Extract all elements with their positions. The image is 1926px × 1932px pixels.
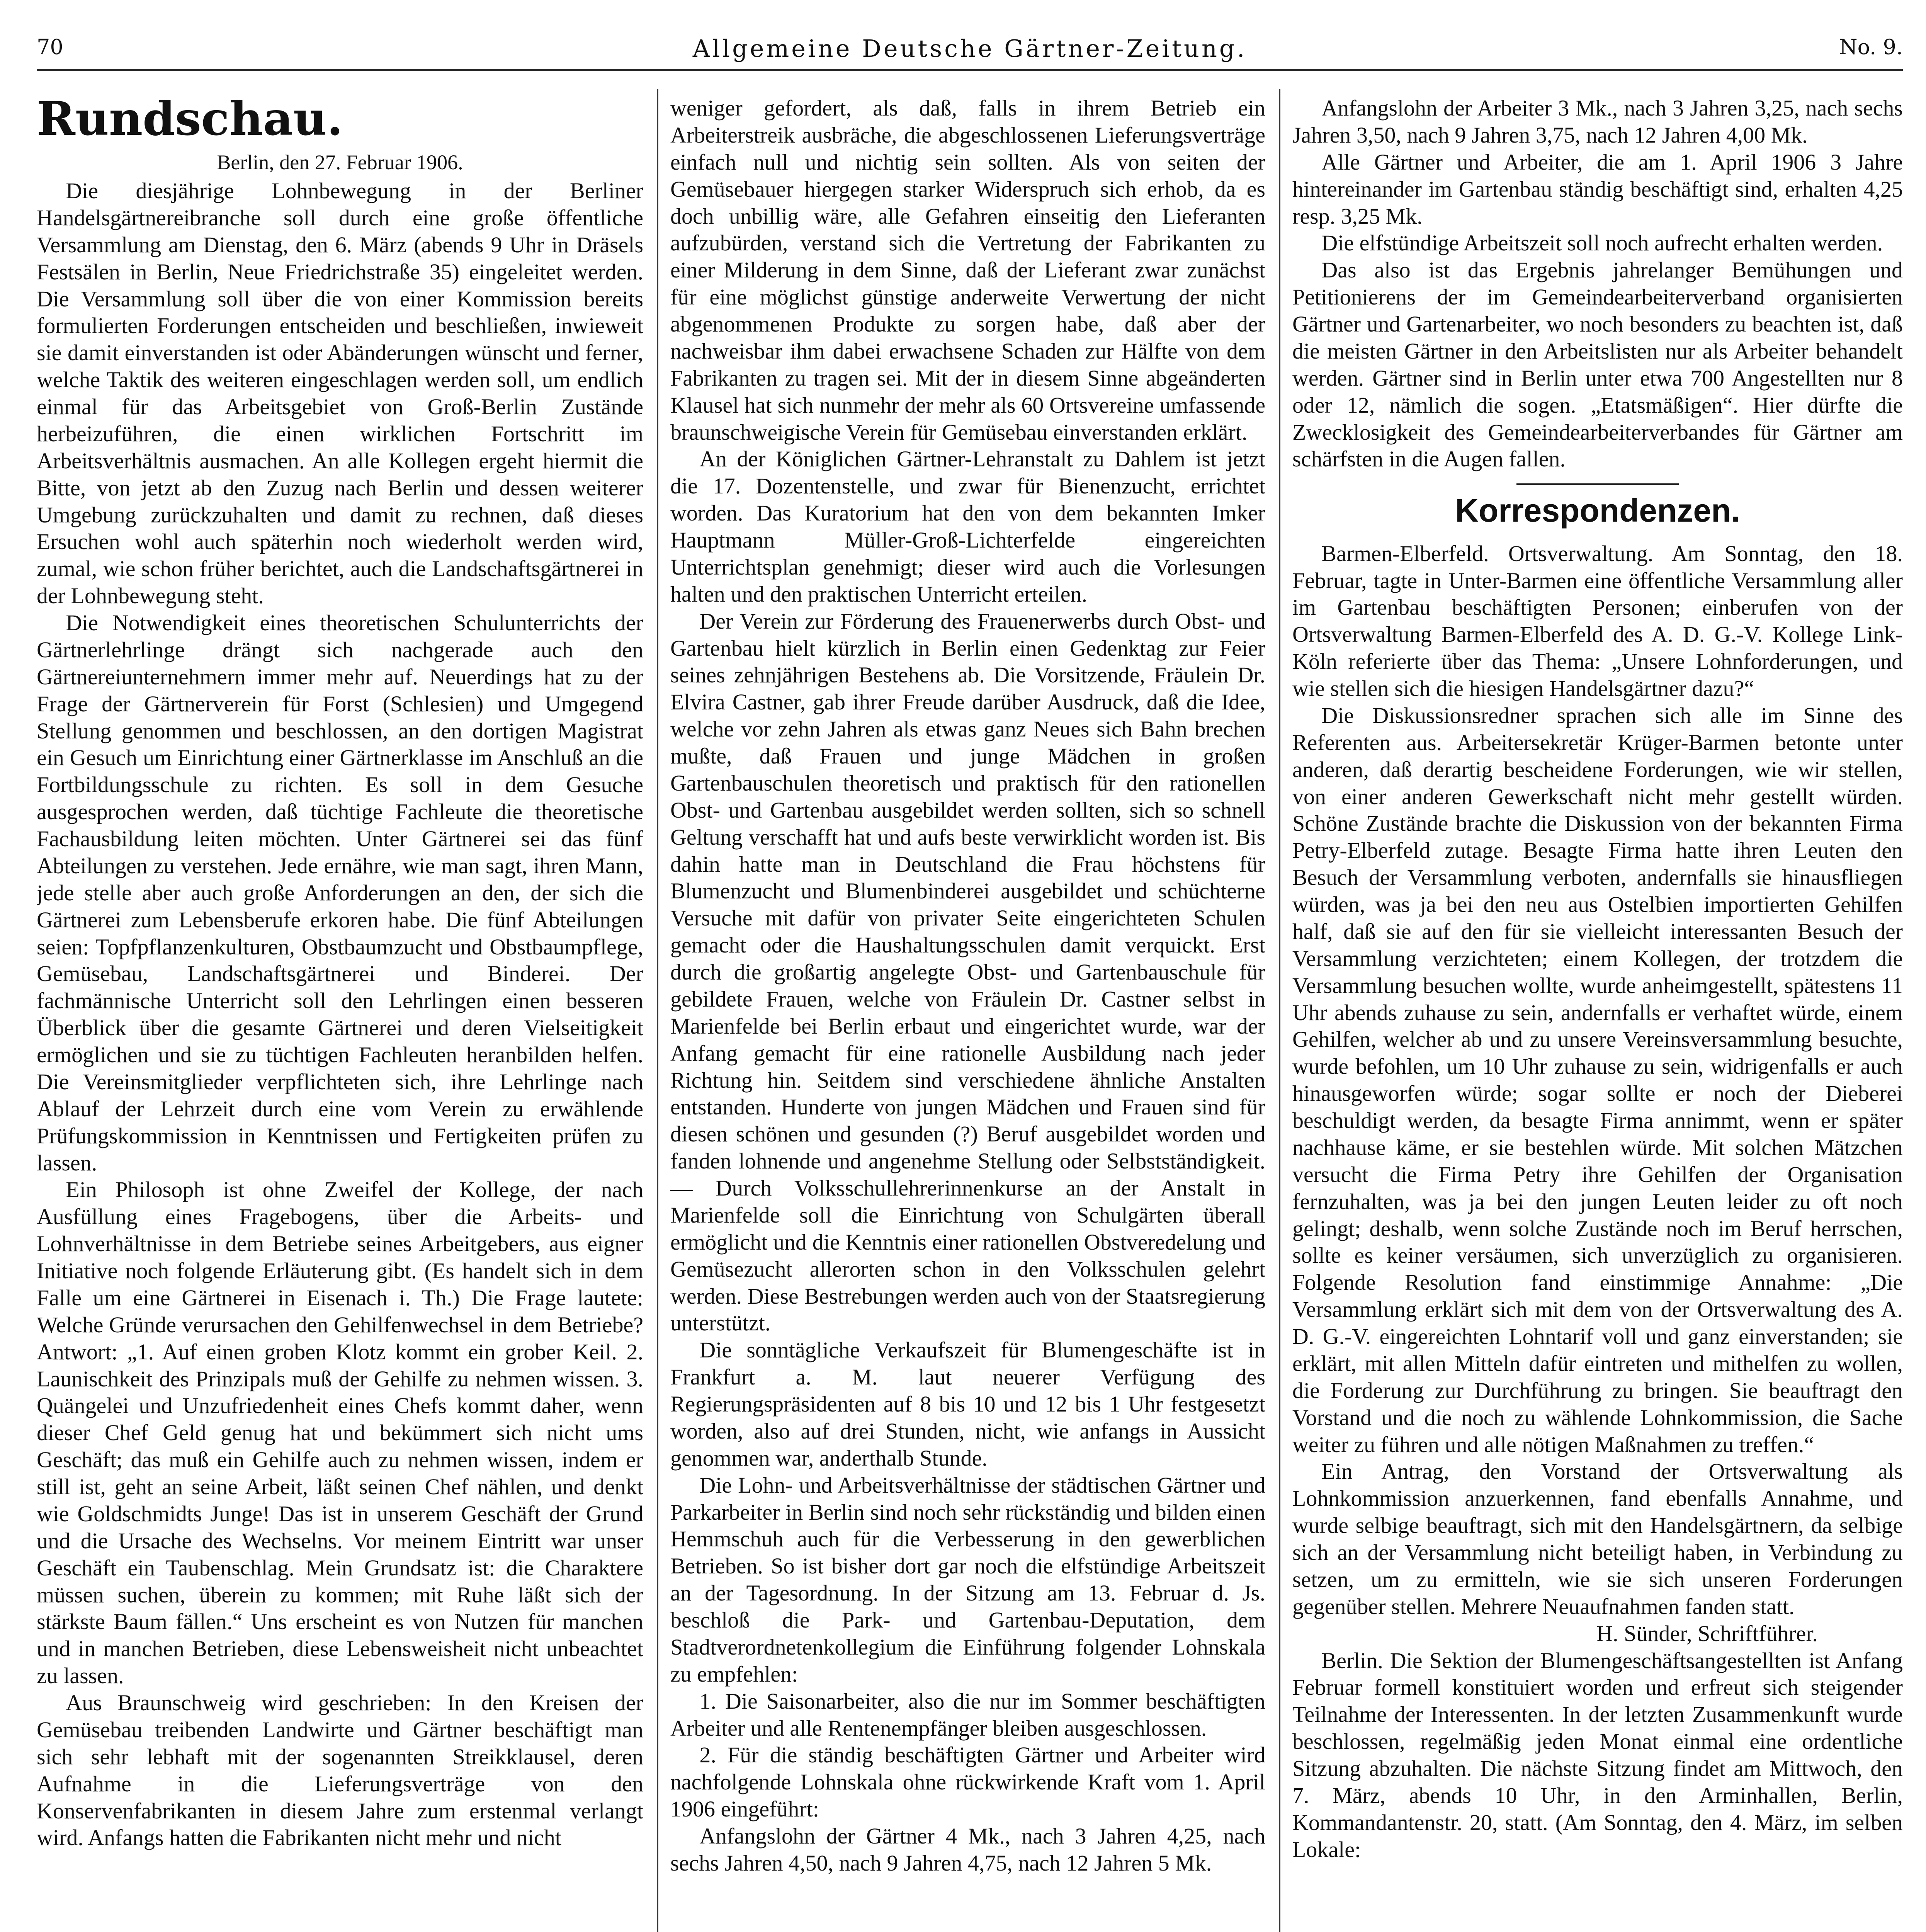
- newspaper-title: Allgemeine Deutsche Gärtner-Zeitung.: [692, 34, 1247, 63]
- article-paragraph: An der Königlichen Gärtner-Lehranstalt zu Dahlem ist jetzt die 17. Dozentenstelle, und zwar für Bienenzucht, errichtet worden. Das Kuratorium hat den von dem bekannten Imker Hauptmann Müller-Groß-Lichterfelde eingereichten Unterrichtsplan genehmigt; dieser wird auch die Vorlesungen halten und den praktischen Unterricht erteilen.: [670, 446, 1265, 607]
- section-title-korrespondenzen: Korrespondenzen.: [1455, 492, 1740, 529]
- issue-number: No. 9.: [1839, 35, 1903, 59]
- list-item: 2. Für die ständig beschäftigten Gärtner und Arbeiter wird nachfolgende Lohnskala ohne rückwirkende Kraft vom 1. April 1906 eingeführt:: [670, 1742, 1265, 1822]
- article-paragraph: Der Verein zur Förderung des Frauenerwerbs durch Obst- und Gartenbau hielt kürzlich in Berlin einen Gedenktag zur Feier seines zehnjährigen Bestehens ab. Die Vorsitzende, Fräulein Dr. Elvira Castner, gab ihrer Freude darüber Ausdruck, daß die Idee, welche vor zehn Jahren als etwas ganz Neues sich Bahn brechen mußte, daß Frauen und junge Mädchen in großen Gartenbauschulen theoretisch und praktisch für den rationellen Obst- und Gartenbau ausgebildet werden sollten, sich so schnell Geltung verschafft hat und aufs beste verwirklicht worden ist. Bis dahin hatte man in Deutschland die Frau höchstens für Blumenzucht und Blumenbinderei ausgebildet und schüchterne Versuche mit dafür von privater Seite eingerichteten Schulen gemacht oder die Haushaltungsschulen damit verquickt. Erst durch die großartig angelegte Obst- und Gartenbauschule für gebildete Frauen, welche von Fräulein Dr. Castner selbst in Marienfelde bei Berlin erbaut und eingerichtet wurde, war der Anfang gemacht für eine rationelle Ausbildung nach jeder Richtung hin. Seitdem sind verschiedene ähnliche Anstalten entstanden. Hunderte von jungen Mädchen und Frauen sind für diesen schönen und gesunden (?) Beruf ausgebildet worden und fanden lohnende und angenehme Stellung oder Selbstständigkeit. — Durch Volksschullehrerinnenkurse an der Anstalt in Marienfelde soll die Einrichtung von Schulgärten überall ermöglicht und die Kenntnis einer rationellen Obstveredelung und Gemüsezucht allerorten schon in den Volksschulen gelehrt werden. Diese Bestrebungen werden auch von der Staatsregierung unterstützt.: [670, 608, 1265, 1336]
- wage-scale-item: Anfangslohn der Arbeiter 3 Mk., nach 3 Jahren 3,25, nach sechs Jahren 3,50, nach 9 Jahren 3,75, nach 12 Jahren 4,00 Mk.: [1292, 95, 1903, 148]
- header-rule: [37, 69, 1903, 71]
- article-paragraph: Die diesjährige Lohnbewegung in der Berliner Handelsgärtnereibranche soll durch eine große öffentliche Versammlung am Dienstag, den 6. März (abends 9 Uhr in Dräsels Festsälen in Berlin, Neue Friedrichstraße 35) eingeleitet werden. Die Versammlung soll über die von einer Kommission bereits formulierten Forderungen entscheiden und beschließen, inwieweit sie damit einverstanden ist oder Abänderungen wünscht und ferner, welche Taktik des weiteren eingeschlagen werden soll, um endlich einmal für das Arbeitsgebiet von Groß-Berlin Zustände herbeizuführen, die einen wirklichen Fortschritt im Arbeitsverhältnis ausmachen. An alle Kollegen ergeht hiermit die Bitte, von jetzt ab den Zuzug nach Berlin und dessen weiterer Umgebung zurückzuhalten und damit zu rechnen, daß dieses Ersuchen wohl auch späterhin noch wiederholt werden wird, zumal, wie schon früher berichtet, auch die Landschaftsgärtnerei in der Lohnbewegung steht.: [37, 178, 643, 609]
- column-3: [1292, 95, 1903, 1932]
- article-paragraph: Berlin. Die Sektion der Blumengeschäftsangestellten ist Anfang Februar formell konstituiert worden und erfreut sich steigender Teilnahme der Interessenten. In der letzten Zusammenkunft wurde beschlossen, regelmäßig jeden Monat einmal eine ordentliche Sitzung abzuhalten. Die nächste Sitzung findet am Mittwoch, den 7. März, abends 10 Uhr, in den Arminhallen, Berlin, Kommandantenstr. 20, statt. (Am Sonntag, den 4. März, im selben Lokale:: [1292, 1648, 1903, 1862]
- article-paragraph: Alle Gärtner und Arbeiter, die am 1. April 1906 3 Jahre hintereinander im Gartenbau ständig beschäftigt sind, erhalten 4,25 resp. 3,25 Mk.: [1292, 149, 1903, 229]
- signature: H. Sünder, Schriftführer.: [1596, 1621, 1818, 1646]
- column-divider: [1279, 89, 1280, 1932]
- article-paragraph: Die sonntägliche Verkaufszeit für Blumengeschäfte ist in Frankfurt a. M. laut neuerer Verfügung des Regierungspräsidenten auf 8 bis 10 und 12 bis 1 Uhr festgesetzt worden, also auf drei Stunden, nicht, wie anfangs in Aussicht genommen war, anderthalb Stunde.: [670, 1337, 1265, 1471]
- article-paragraph: weniger gefordert, als daß, falls in ihrem Betrieb ein Arbeiterstreik ausbräche, die abgeschlossenen Lieferungsverträge einfach null und nichtig sein sollten. Als von seiten der Gemüsebauer hiergegen starker Widerspruch sich erhob, da es doch unbillig wäre, alle Gefahren einseitig den Lieferanten aufzubürden, verstand sich die Vertretung der Fabrikanten zu einer Milderung in dem Sinne, daß der Lieferant zwar zunächst für eine möglichst günstige anderweite Verwertung der nicht abgenommenen Produkte zu sorgen habe, daß aber der nachweisbar ihm dabei erwachsene Schaden zur Hälfte von dem Fabrikanten zu tragen sei. Mit der in diesem Sinne abgeänderten Klausel hat sich nunmehr der mehr als 60 Ortsvereine umfassende braunschweigische Verein für Gemüsebau einverstanden erklärt.: [670, 95, 1265, 445]
- dateline: Berlin, den 27. Februar 1906.: [217, 151, 463, 174]
- article-paragraph: Die Notwendigkeit eines theoretischen Schulunterrichts der Gärtnerlehrlinge drängt sich nachgerade auch den Gärtnereiunternehmern immer mehr auf. Neuerdings hat zu der Frage der Gärtnerverein für Forst (Schlesien) und Umgegend Stellung genommen und beschlossen, an den dortigen Magistrat ein Gesuch um Einrichtung einer Gärtnerklasse im Anschluß an die Fortbildungsschule zu richten. Es soll in dem Gesuche ausgesprochen werden, daß tüchtige Fachleute die theoretische Fachausbildung leiten möchten. Unter Gärtnerei sei das fünf Abteilungen zu verstehen. Jede ernähre, wie man sagt, ihren Mann, jede stelle aber auch große Anforderungen an den, der sich die Gärtnerei zum Lebensberufe erkoren habe. Die fünf Abteilungen seien: Topfpflanzenkulturen, Obstbaumzucht und Obstbaumpflege, Gemüsebau, Landschaftsgärtnerei und Binderei. Der fachmännische Unterricht soll den Lehrlingen einen besseren Überblick über die gesamte Gärtnerei und deren Vielseitigkeit ermöglichen und sie zu tüchtigen Fachleuten heranbilden helfen. Die Vereinsmitglieder verpflichteten sich, ihre Lehrlinge nach Ablauf der Lehrzeit durch eine vom Verein zu erwählende Prüfungskommission in Kenntnissen und Fertigkeiten prüfen zu lassen.: [37, 610, 643, 1175]
- article-paragraph: Ein Antrag, den Vorstand der Ortsverwaltung als Lohnkommission anzuerkennen, fand ebenfalls Annahme, und wurde selbige beauftragt, sich mit den Handelsgärtnern, da selbige sich an der Versammlung nicht beteiligt haben, in Verbindung zu setzen, um zu ermitteln, wie sie sich unseren Forderungen gegenüber stellen. Mehrere Neuaufnahmen fanden statt.: [1292, 1459, 1903, 1619]
- page-number: 70: [37, 35, 63, 59]
- article-paragraph: Das also ist das Ergebnis jahrelanger Bemühungen und Petitionierens der im Gemeindearbeiterverband organisierten Gärtner und Gartenarbeiter, wo noch besonders zu beachten ist, daß die meisten Gärtner in den Arbeitslisten nur als Arbeiter behandelt werden. Gärtner sind in Berlin unter etwa 700 Angestellten nur 8 oder 12, nämlich die sogen. „Etatsmäßigen“. Hier dürfte die Zwecklosigkeit des Gemeindearbeiterverbandes für Gärtner am schärfsten in die Augen fallen.: [1292, 257, 1903, 472]
- article-paragraph: Aus Braunschweig wird geschrieben: In den Kreisen der Gemüsebau treibenden Landwirte und Gärtner beschäftigt man sich sehr lebhaft mit der sogenannten Streikklausel, deren Aufnahme in die Lieferungsverträge von den Konservenfabrikanten in diesem Jahre zum erstenmal verlangt wird. Anfangs hatten die Fabrikanten nicht mehr und nicht: [37, 1690, 643, 1850]
- section-divider: [1516, 483, 1679, 485]
- list-item: 1. Die Saisonarbeiter, also die nur im Sommer beschäftigten Arbeiter und alle Rentenempfänger bleiben ausgeschlossen.: [670, 1688, 1265, 1741]
- article-paragraph: Die elfstündige Arbeitszeit soll noch aufrecht erhalten werden.: [1321, 230, 1883, 256]
- column-2: [670, 95, 1265, 1932]
- article-paragraph: Barmen-Elberfeld. Ortsverwaltung. Am Sonntag, den 18. Februar, tagte in Unter-Barmen eine öffentliche Versammlung aller im Gartenbau beschäftigten Personen; einberufen von der Ortsverwaltung Barmen-Elberfeld des A. D. G.-V. Kollege Link-Köln referierte über das Thema: „Unsere Lohnforderungen, und wie stellen sich die hiesigen Handelsgärtner dazu?“: [1292, 541, 1903, 701]
- article-paragraph: Die Lohn- und Arbeitsverhältnisse der städtischen Gärtner und Parkarbeiter in Berlin sind noch sehr rückständig und bilden einen Hemmschuh auch für die Verbesserung in den gewerblichen Betrieben. So ist bisher dort gar noch die elfstündige Arbeitszeit an der Tagesordnung. In der Sitzung am 13. Februar d. Js. beschloß die Park- und Gartenbau-Deputation, dem Stadtverordnetenkollegium die Einführung folgender Lohnskala zu empfehlen:: [670, 1472, 1265, 1687]
- wage-scale-item: Anfangslohn der Gärtner 4 Mk., nach 3 Jahren 4,25, nach sechs Jahren 4,50, nach 9 Jahren 4,75, nach 12 Jahren 5 Mk.: [670, 1823, 1265, 1876]
- page-header: [37, 34, 1903, 79]
- section-title-rundschau: Rundschau.: [37, 95, 343, 146]
- article-paragraph: Ein Philosoph ist ohne Zweifel der Kollege, der nach Ausfüllung eines Fragebogens, über die Arbeits- und Lohnverhältnisse in dem Betriebe seines Arbeitgebers, aus eigner Initiative noch folgende Erläuterung gibt. (Es handelt sich in dem Falle um eine Gärtnerei in Eisenach i. Th.) Die Frage lautete: Welche Gründe verursachen den Gehilfenwechsel in dem Betriebe? Antwort: „1. Auf einen groben Klotz kommt ein grober Keil. 2. Launischkeit des Prinzipals muß der Gehilfe zu nehmen wissen. 3. Quängelei und Unzufriedenheit eines Chefs kommt daher, wenn dieser Chef Geld genug hat und bekümmert sich nicht ums Geschäft; das muß ein Gehilfe auch zu nehmen wissen, indem er still ist, geht an seine Arbeit, läßt seinen Chef nählen, und denkt wie Goldschmidts Junge! Das ist in unserem Geschäft der Grund und die Ursache des Wechselns. Vor meinem Eintritt war unser Geschäft ein Taubenschlag. Mein Grundsatz ist: die Charaktere müssen suchen, überein zu kommen; mit Ruhe läßt sich der stärkste Baum fällen.“ Uns erscheint es von Nutzen für manchen und in manchen Betrieben, diese Lebensweisheit nicht unbeachtet zu lassen.: [37, 1177, 643, 1689]
- article-paragraph: Die Diskussionsredner sprachen sich alle im Sinne des Referenten aus. Arbeitersekretär Krüger-Barmen betonte unter anderen, daß derartig bescheidene Forderungen, wie wir stellen, von einer anderen Gewerkschaft nicht mehr gestellt würden. Schöne Zustände brachte die Diskussion von der bekannten Firma Petry-Elberfeld zutage. Besagte Firma hatte ihren Leuten den Besuch der Versammlung verboten, andernfalls sie hinausfliegen würden, was ja bei den neu aus Ostelbien importierten Gehilfen half, daß sie auf den für sie vielleicht interessanten Besuch der Versammlung verzichteten; einem Kollegen, der trotzdem die Versammlung besuchen wollte, wurde anheimgestellt, spätestens 11 Uhr abends zuhause zu sein, andernfalls er verhaftet würde, einem Gehilfen, welcher ab und zu unsere Vereinsversammlung besuchte, wurde befohlen, um 10 Uhr zuhause zu sein, widrigenfalls er auch hinausgeworfen würde; sogar sollte er noch der Dieberei beschuldigt werden, da besagte Firma annimmt, wenn er später nachhause käme, er sie bestehlen würde. Mit solchen Mätzchen versucht die Firma Petry ihre Gehilfen der Organisation fernzuhalten, was ja bei den jungen Leuten leider zu oft noch gelingt; deshalb, wenn solche Zustände noch im Beruf herrschen, sollte es keiner versäumen, sich unverzüglich zu organisieren. Folgende Resolution fand einstimmige Annahme: „Die Versammlung erklärt sich mit dem von der Ortsverwaltung des A. D. G.-V. eingereichten Lohntarif voll und ganz einverstanden; sie erklärt, mit allen Mitteln dafür eintreten und mithelfen zu wollen, die Forderung zur Durchführung zu bringen. Sie beauftragt den Vorstand und die noch zu wählende Lohnkommission, die Sache weiter zu führen und alle nötigen Maßnahmen zu treffen.“: [1292, 702, 1903, 1457]
- column-divider: [657, 89, 658, 1932]
- column-1: [37, 95, 643, 1932]
